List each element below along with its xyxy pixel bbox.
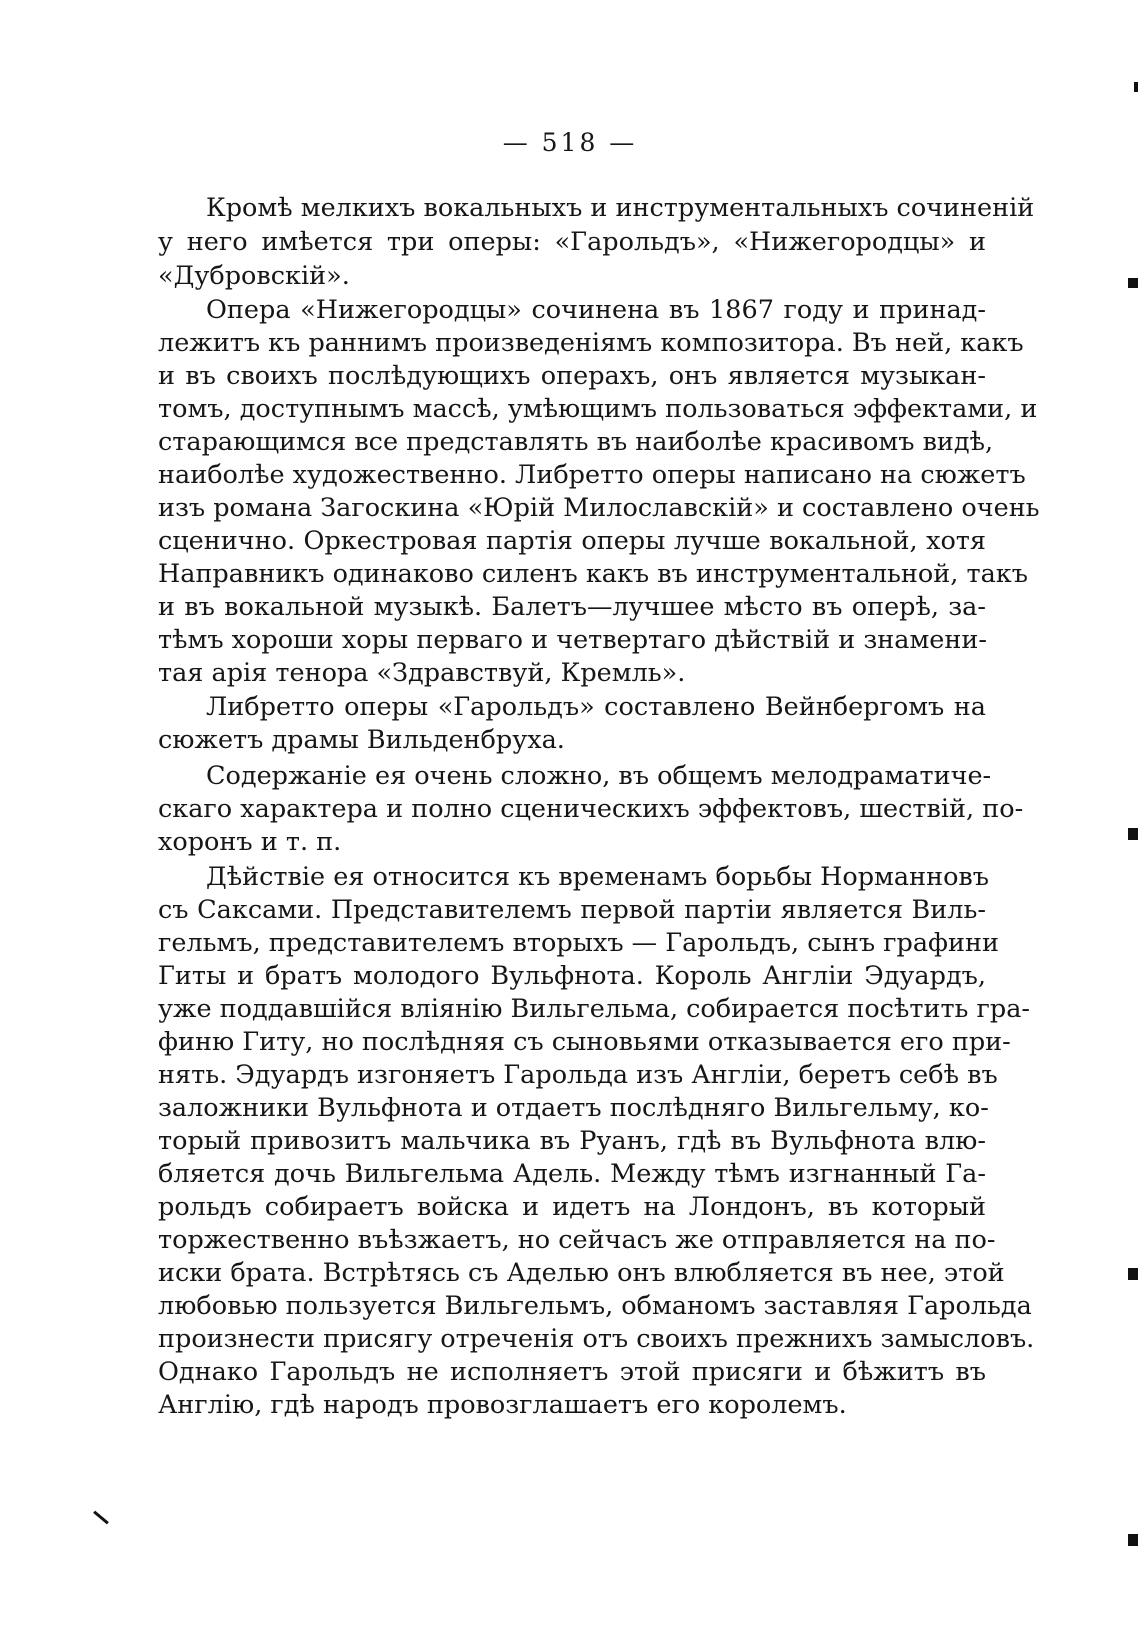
text-line: наиболѣе художественно. Либретто оперы написано на сюжетъ xyxy=(158,460,1026,490)
text-line: гельмъ, представителемъ вторыхъ — Гарольдъ, сынъ графини xyxy=(158,928,999,958)
text-line: скаго характера и полно сценическихъ эффектовъ, шествій, по- xyxy=(158,794,1024,824)
text-line: сценично. Оркестровая партія оперы лучше вокальной, хотя xyxy=(158,526,986,556)
text-line: тая арія тенора «Здравствуй, Кремль». xyxy=(158,658,686,688)
text-line: «Дубровскій». xyxy=(158,261,350,291)
text-line: заложники Вульфнота и отдаетъ послѣдняго Вильгельму, ко- xyxy=(158,1093,989,1123)
text-line: Однако Гарольдъ не исполняетъ этой присяги и бѣжитъ въ xyxy=(158,1357,986,1387)
text-line: Опера «Нижегородцы» сочинена въ 1867 году и принад- xyxy=(206,295,986,325)
text-line: съ Саксами. Представителемъ первой партіи является Виль- xyxy=(158,895,986,925)
text-line: бляется дочь Вильгельма Адель. Между тѣмъ изгнанный Га- xyxy=(158,1159,986,1189)
text-line: Дѣйствіе ея относится къ временамъ борьбы Норманновъ xyxy=(206,862,990,892)
scan-mark xyxy=(1128,1534,1138,1546)
text-line: Либретто оперы «Гарольдъ» составлено Вейнбергомъ на xyxy=(206,692,986,722)
text-line: рольдъ собираетъ войска и идетъ на Лондонъ, въ который xyxy=(158,1192,986,1222)
text-line: лежитъ къ раннимъ произведеніямъ композитора. Въ ней, какъ xyxy=(158,328,1024,358)
scan-mark xyxy=(1128,1268,1138,1280)
text-line: торжественно въѣзжаетъ, но сейчасъ же отправляется на по- xyxy=(158,1225,996,1255)
text-line: и въ вокальной музыкѣ. Балетъ—лучшее мѣсто въ оперѣ, за- xyxy=(158,592,986,622)
scan-mark xyxy=(1134,82,1138,92)
text-line: изъ романа Загоскина «Юрій Милославскій» и составлено очень xyxy=(158,493,1040,523)
text-line: любовью пользуется Вильгельмъ, обманомъ заставляя Гарольда xyxy=(158,1291,1032,1321)
text-line: Гиты и братъ молодого Вульфнота. Король Англіи Эдуардъ, xyxy=(158,961,986,991)
text-line: Содержаніе ея очень сложно, въ общемъ мелодраматиче- xyxy=(206,761,992,791)
text-line: произнести присягу отреченія отъ своихъ прежнихъ замысловъ. xyxy=(158,1324,1035,1354)
text-line: иски брата. Встрѣтясь съ Аделью онъ влюбляется въ нее, этой xyxy=(158,1258,1005,1288)
text-line: Кромѣ мелкихъ вокальныхъ и инструментальныхъ сочиненій xyxy=(206,193,1035,223)
text-line: и въ своихъ послѣдующихъ операхъ, онъ является музыкан- xyxy=(158,361,986,391)
page-number: — 518 — xyxy=(502,128,638,157)
text-line: Англію, гдѣ народъ провозглашаетъ его королемъ. xyxy=(158,1390,847,1420)
scan-mark xyxy=(1128,278,1138,288)
scan-mark xyxy=(1128,828,1138,840)
scan-mark xyxy=(93,1511,109,1525)
text-line: томъ, доступнымъ массѣ, умѣющимъ пользоваться эффектами, и xyxy=(158,394,1038,424)
text-line: Направникъ одинаково силенъ какъ въ инструментальной, такъ xyxy=(158,559,1028,589)
text-line: хоронъ и т. п. xyxy=(158,827,342,857)
text-line: тѣмъ хороши хоры перваго и четвертаго дѣйствій и знамени- xyxy=(158,625,987,655)
text-line: старающимся все представлять въ наиболѣе красивомъ видѣ, xyxy=(158,427,994,457)
text-line: сюжетъ драмы Вильденбруха. xyxy=(158,725,565,755)
text-line: торый привозитъ мальчика въ Руанъ, гдѣ въ Вульфнота влю- xyxy=(158,1126,986,1156)
text-line: у него имѣется три оперы: «Гарольдъ», «Нижегородцы» и xyxy=(158,227,986,257)
text-line: уже поддавшійся вліянію Вильгельма, собирается посѣтить гра- xyxy=(158,994,1031,1024)
text-line: нять. Эдуардъ изгоняетъ Гарольда изъ Англіи, беретъ себѣ въ xyxy=(158,1060,998,1090)
text-line: финю Гиту, но послѣдняя съ сыновьями отказывается его при- xyxy=(158,1027,1011,1057)
